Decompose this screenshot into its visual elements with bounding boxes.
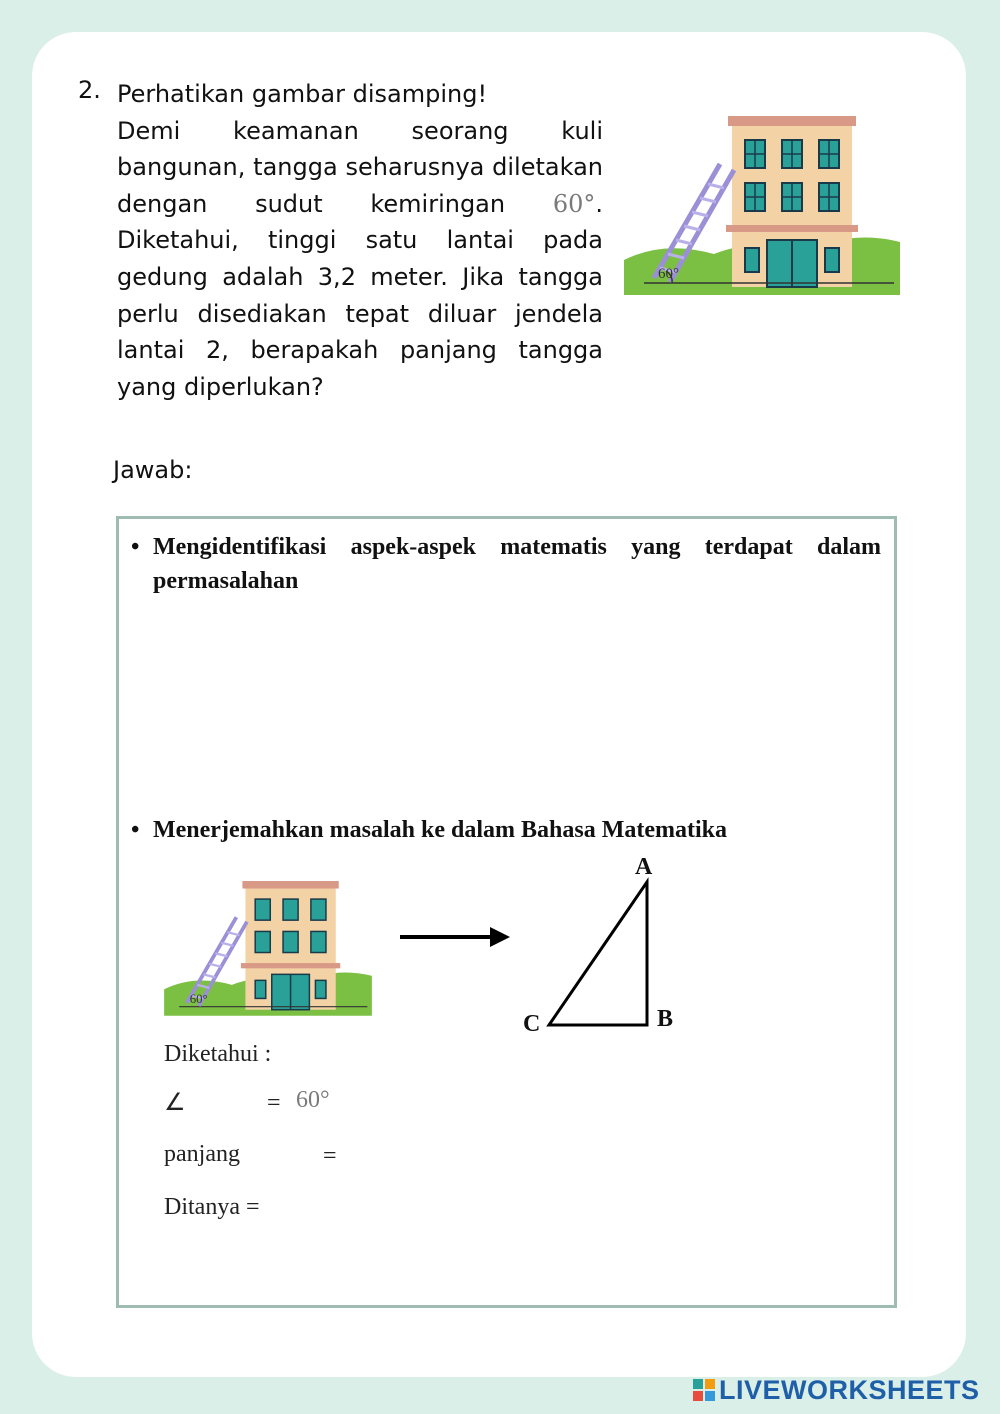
question-text [117,76,603,405]
triangle-diagram [515,850,690,1040]
arrow-icon [398,924,513,950]
asked-label: Ditanya = [164,1194,260,1220]
question-body-a: Demi keamanan seorang kuli bangunan, tangga seharusnya diletakan dengan sudut kemiringan [117,116,603,218]
bullet-dot: • [131,817,140,843]
known-label: Diketahui : [164,1041,272,1067]
vertex-a-label: A [635,854,653,880]
question-instruction: Perhatikan gambar disamping! [117,80,488,108]
bullet-identify [131,530,881,598]
answer-heading: Jawab: [113,456,193,484]
bullet-translate-text: Menerjemahkan masalah ke dalam Bahasa Matematika [153,817,727,843]
angle-value: 60° [296,1087,330,1113]
bullet-translate [131,813,893,847]
logo-grid-icon [693,1379,715,1401]
small-figure-angle-label: 60° [189,991,208,1006]
logo-text: LIVEWORKSHEETS [719,1374,980,1405]
vertex-b-label: B [657,1006,674,1032]
building-roof [728,116,856,126]
angle-equals: = [267,1090,281,1116]
question-number: 2. [78,76,101,104]
building-illustration-small [163,878,373,1018]
question-angle: 60° [552,189,596,218]
length-equals: = [323,1143,337,1169]
angle-symbol: ∠ [164,1090,186,1116]
vertex-c-label: C [523,1011,541,1037]
triangle-shape [549,882,647,1025]
bullet-identify-text: Mengidentifikasi aspek-aspek matematis yang terdapat dalam permasalahan [153,534,881,594]
bullet-dot: • [131,534,140,560]
question-body-b: . Diketahui, tinggi satu lantai pada gedung adalah 3,2 meter. Jika tangga perlu disediakan tepat diluar jendela lantai 2, berapakah panjang tangga yang diperlukan? [117,189,603,401]
figure-angle-label: 60° [658,266,679,282]
length-label: panjang [164,1141,240,1167]
building-ledge [726,225,858,232]
building-illustration [624,112,900,298]
liveworksheets-logo[interactable] [693,1374,980,1406]
